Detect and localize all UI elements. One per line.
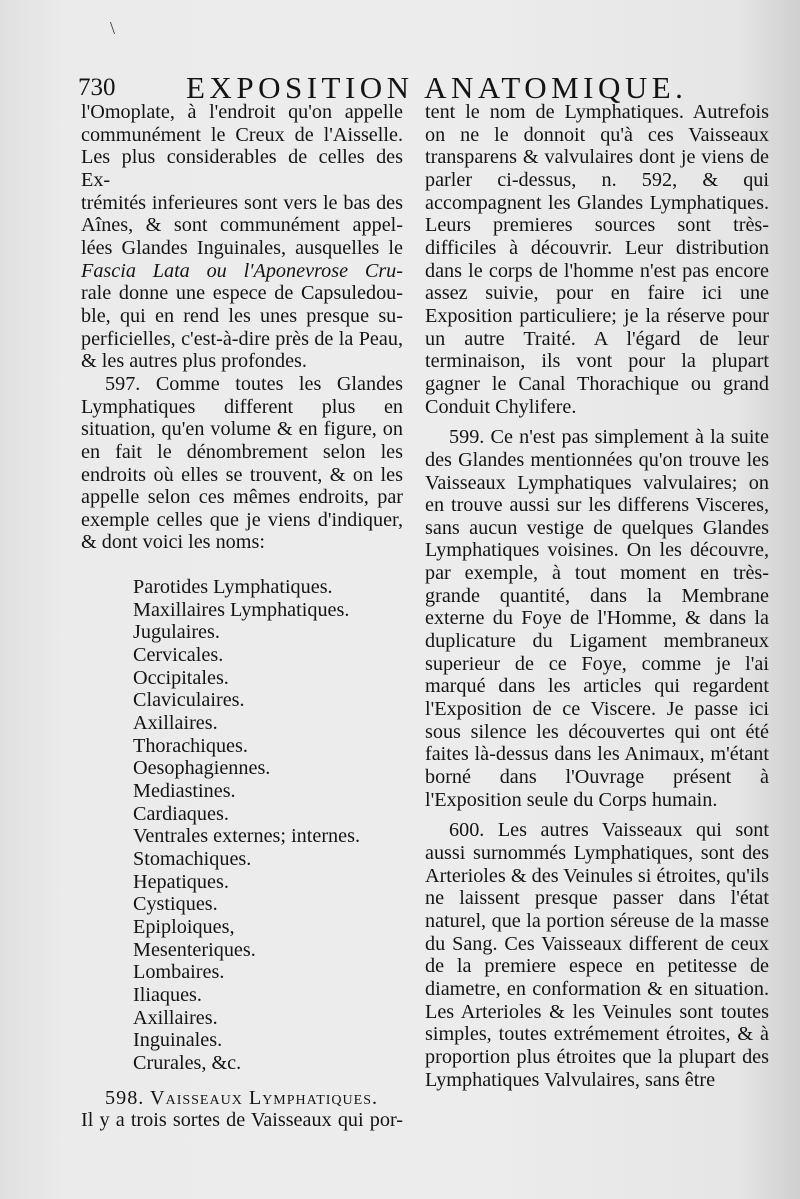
list-item: Stomachiques. [133, 848, 252, 870]
paragraph-597: 597. Comme toutes les Glandes Lymphatiques different plus en situation, qu'en volume & en figure, on en fait le dénombrement selon les endroits où elles se trouvent, & on les appelle selon ces mêmes endroits, par exemple celles que je viens d'indiquer, & dont voici les noms: [81, 372, 403, 554]
list-item: Inguinales. [133, 1029, 223, 1052]
text-line: rale donne une espece de Capsuledou- [81, 282, 403, 305]
right-column [425, 101, 769, 1091]
text-line: lées Glandes Inguinales, ausquelles le [81, 236, 403, 259]
list-item: Thorachiques. [133, 734, 248, 757]
text-line: perficielles, c'est-à-dire près de la Peau, [81, 327, 403, 350]
list-item: Cystiques. [133, 893, 218, 916]
section-heading-598: 598. Vaisseaux Lymphatiques. [105, 1086, 379, 1109]
left-column [81, 101, 403, 1132]
list-item: Parotides Lymphatiques. [133, 576, 333, 599]
list-item: Claviculaires. [133, 689, 245, 712]
text-line: trémités inferieures sont vers le bas des [81, 191, 403, 214]
paragraph-598-start: Il y a trois sortes de Vaisseaux qui por- [81, 1109, 403, 1132]
list-item: Mediastines. [133, 780, 236, 803]
text-line: & les autres plus profondes. [81, 350, 307, 373]
list-item: Epiploiques, [133, 915, 235, 938]
list-item: Jugulaires. [133, 621, 220, 644]
list-item: Occipitales. [133, 666, 229, 689]
list-item: Ventrales externes; internes. [133, 825, 361, 848]
text-line: Aînes, & sont communément appel- [81, 214, 403, 237]
list-item: Lombaires. [133, 961, 225, 984]
text-line: Fascia Lata ou l'Aponevrose Cru- [81, 259, 403, 282]
page-number: 730 [78, 74, 116, 101]
list-item: Axillaires. [133, 712, 218, 735]
text-line: l'Omoplate, à l'endroit qu'on appelle [81, 101, 403, 123]
paragraph-598-continued: tent le nom de Lymphatiques. Autrefois on ne le donnoit qu'à ces Vaisseaux transparens & valvulaires dont je viens de parler ci-dessus, n. 592, & qui accompagnent les Glandes Lymphatiques. Leurs premieres sources sont très-difficiles à découvrir. Leur distribution dans le corps de l'homme n'est pas encore assez suivie, pour en faire ici une Exposition particuliere; je la réserve pour un autre Traité. A l'égard de leur terminaison, ils vont pour la plupart gagner le Canal Thorachique ou grand Conduit Chylifere. [425, 101, 769, 418]
list-item: Axillaires. [133, 1006, 218, 1029]
running-title: EXPOSITION ANATOMIQUE. [186, 70, 688, 105]
text-line: ble, qui en rend les unes presque su- [81, 304, 403, 327]
list-item: Crurales, &c. [133, 1051, 242, 1074]
list-item: Cardiaques. [133, 802, 229, 825]
list-item: Cervicales. [133, 644, 224, 667]
stray-mark: \ [110, 18, 116, 38]
text-line: Les plus considerables de celles des Ex- [81, 146, 403, 191]
list-item: Maxillaires Lymphatiques. [133, 598, 350, 621]
list-item: Iliaques. [133, 983, 202, 1006]
list-item: Mesenteriques. [133, 938, 256, 961]
paragraph-600: 600. Les autres Vaisseaux qui sont aussi surnommés Lymphatiques, sont des Arterioles & des Veinules si étroites, qu'ils ne laissent presque passer dans l'état naturel, que la portion séreuse de la masse du Sang. Ces Vaisseaux different de ceux de la premiere espece en petitesse de diametre, en conformation & en situation. Les Arterioles & les Veinules sont toutes simples, toutes extrémement étroites, & à proportion plus étroites que la plupart des Lymphatiques Valvulaires, sans être [425, 819, 769, 1091]
text-line: communément le Creux de l'Aisselle. [81, 123, 403, 146]
list-item: Oesophagiennes. [133, 757, 271, 780]
paragraph-599: 599. Ce n'est pas simplement à la suite des Glandes mentionnées qu'on trouve les Vaisseaux Lymphatiques valvulaires; on en trouve aussi sur les differens Visceres, sans aucun vestige de quelques Glandes Lymphatiques voisines. On les découvre, par exemple, à tout moment en très-grande quantité, dans la Membrane externe du Foye de l'Homme, & dans la duplicature du Ligament membraneux superieur de ce Foye, comme je l'ai marqué dans les articles qui regardent l'Exposition de ce Viscere. Je passe ici sous silence les découvertes qui ont été faites là-dessus dans les Animaux, m'étant borné dans l'Ouvrage présent à l'Exposition seule du Corps humain. [425, 426, 769, 811]
list-item: Hepatiques. [133, 870, 229, 893]
gland-list [133, 576, 403, 1074]
